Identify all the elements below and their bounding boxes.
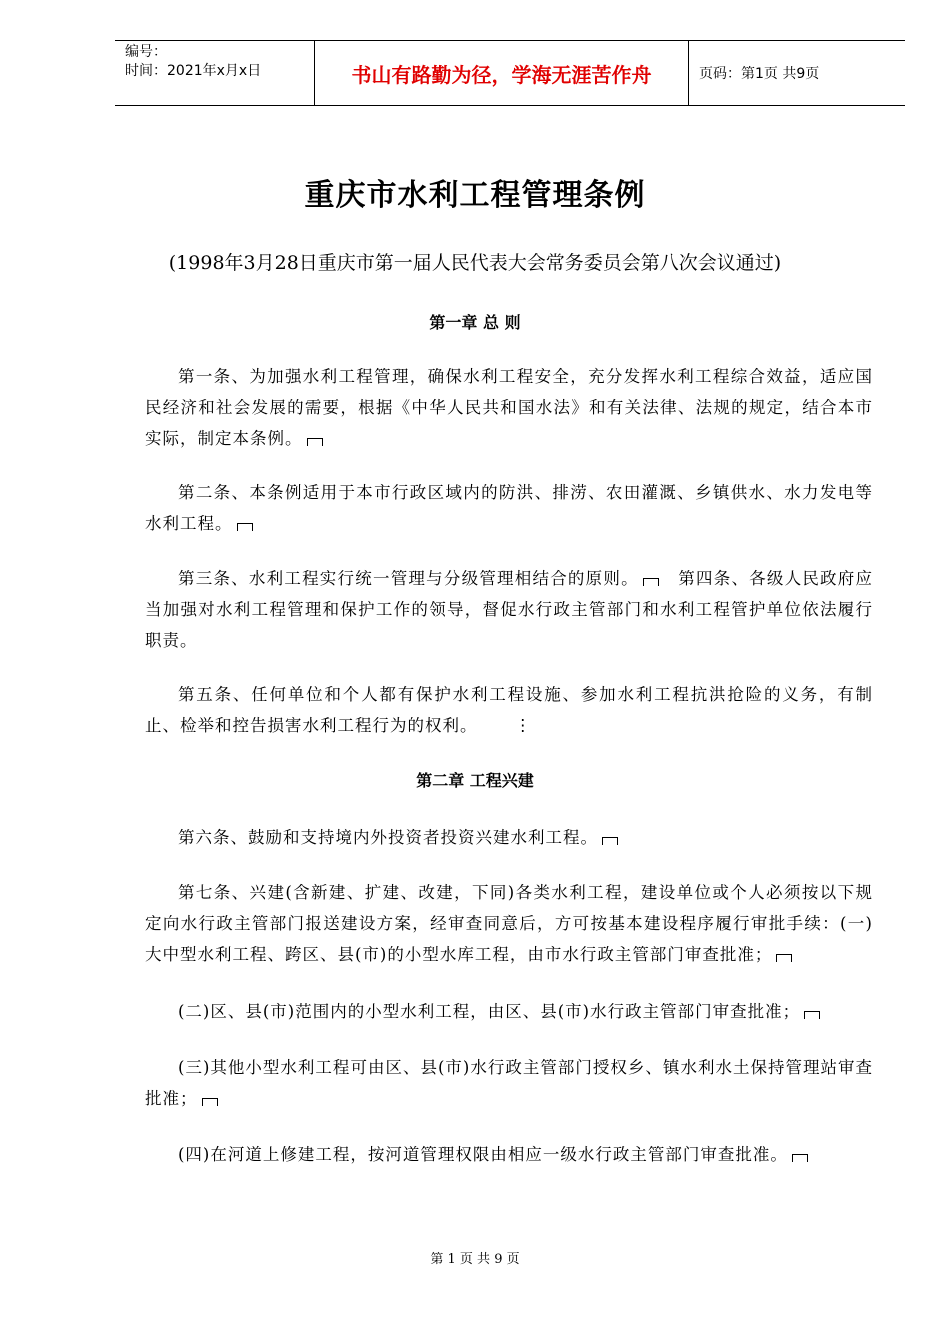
header-motto: 书山有路勤为径，学海无涯苦作舟 (315, 41, 689, 105)
paragraph-mark-icon (307, 438, 323, 446)
page-footer: 第 1 页 共 9 页 (430, 1252, 520, 1267)
article-7-item-2-text: (二)区、县(市)范围内的小型水利工程，由区、县(市)水行政主管部门审查批准； (178, 1002, 801, 1021)
paragraph-mark-icon (776, 954, 792, 962)
vertical-ellipsis-icon: ⋮ (514, 716, 532, 735)
document-title: 重庆市水利工程管理条例 (304, 178, 646, 213)
chapter-heading-2: 第二章 工程兴建 (416, 771, 534, 790)
header-page-number: 页码：第1页 共9页 (699, 66, 820, 82)
article-7 (145, 877, 873, 970)
article-7-text: 第七条、兴建(含新建、扩建、改建，下同)各类水利工程，建设单位或个人必须按以下规定向水行政主管部门报送建设方案，经审查同意后，方可按基本建设程序履行审批手续：(一)大中型水利工程、跨区、县(市)的小型水库工程，由市水行政主管部门审查批准； (145, 883, 873, 964)
chapter-heading-1: 第一章 总 则 (429, 313, 521, 332)
paragraph-mark-icon (643, 578, 659, 586)
article-7-item-2 (145, 996, 873, 1027)
article-3-text: 第三条、水利工程实行统一管理与分级管理相结合的原则。 (178, 569, 639, 588)
article-7-item-3-text: (三)其他小型水利工程可由区、县(市)水行政主管部门授权乡、镇水利水土保持管理站审查批准； (145, 1058, 873, 1108)
paragraph-mark-icon (804, 1011, 820, 1019)
paragraph-mark-icon (602, 837, 618, 845)
article-6 (145, 822, 873, 853)
article-7-item-4-text: (四)在河道上修建工程，按河道管理权限由相应一级水行政主管部门审查批准。 (178, 1145, 788, 1164)
paragraph-mark-icon (202, 1098, 218, 1106)
article-1-text: 第一条、为加强水利工程管理，确保水利工程安全，充分发挥水利工程综合效益，适应国民经济和社会发展的需要，根据《中华人民共和国水法》和有关法律、法规的规定，结合本市实际，制定本条例。 (145, 367, 873, 448)
document-time-label: 时间：2021年x月x日 (125, 63, 262, 79)
article-4-text: 第四条、各级人民政府应当加强对水利工程管理和保护工作的领导，督促水行政主管部门和水利工程管护单位依法履行职责。 (145, 569, 874, 650)
article-5-text: 第五条、任何单位和个人都有保护水利工程设施、参加水利工程抗洪抢险的义务，有制止、检举和控告损害水利工程行为的权利。 (145, 685, 873, 735)
page-header (115, 40, 905, 106)
article-7-item-3 (145, 1052, 873, 1114)
article-7-item-4 (145, 1139, 873, 1170)
article-2-text: 第二条、本条例适用于本市行政区域内的防洪、排涝、农田灌溉、乡镇供水、水力发电等水利工程。 (145, 483, 873, 533)
paragraph-mark-icon (792, 1154, 808, 1162)
article-6-text: 第六条、鼓励和支持境内外投资者投资兴建水利工程。 (178, 828, 598, 847)
paragraph-mark-icon (237, 523, 253, 531)
document-subtitle: (1998年3月28日重庆市第一届人民代表大会常务委员会第八次会议通过) (168, 252, 782, 274)
document-number-label: 编号： (125, 44, 167, 60)
article-2 (145, 477, 873, 539)
article-1 (145, 361, 873, 454)
article-5 (145, 679, 873, 741)
article-3-4 (145, 563, 873, 656)
header-meta (115, 41, 315, 105)
